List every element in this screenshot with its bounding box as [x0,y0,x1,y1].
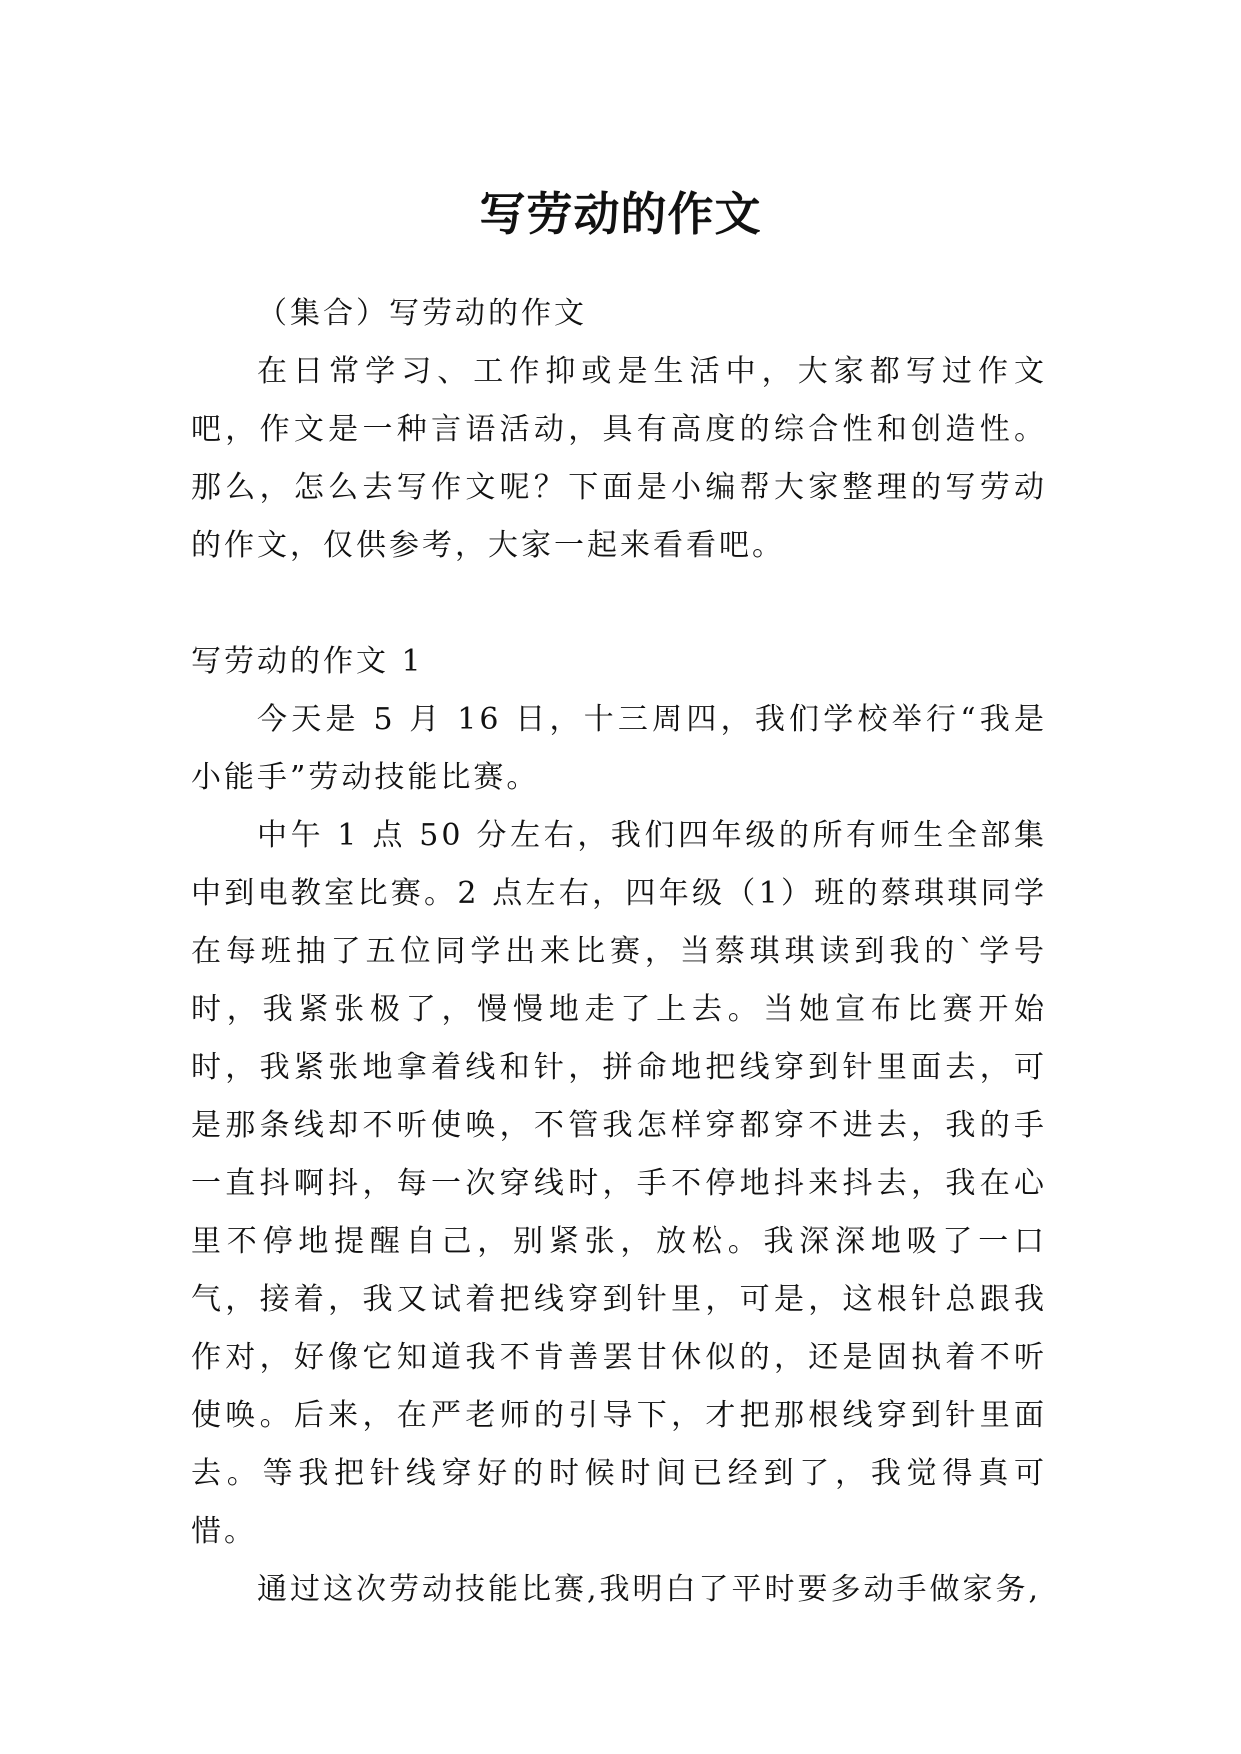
document-body [191,285,1047,1619]
intro-paragraph: 在日常学习、工作抑或是生活中，大家都写过作文吧，作文是一种言语活动，具有高度的综合性和创造性。那么，怎么去写作文呢？下面是小编帮大家整理的写劳动的作文，仅供参考，大家一起来看看吧。 [191,354,1047,563]
paragraph-1: 今天是 5 月 16 日，十三周四，我们学校举行“我是小能手”劳动技能比赛。 [191,702,1047,795]
section-title: 写劳动的作文 1 [191,644,424,679]
section-spacer [191,575,1047,633]
paragraph-3: 通过这次劳动技能比赛,我明白了平时要多动手做家务, [257,1572,1042,1607]
intro-heading: （集合）写劳动的作文 [257,296,587,331]
document-title: 写劳动的作文 [479,186,762,241]
paragraph-2: 中午 1 点 50 分左右，我们四年级的所有师生全部集中到电教室比赛。2 点左右，四年级（1）班的蔡琪琪同学在每班抽了五位同学出来比赛，当蔡琪琪读到我的`学号时，我紧张极了，慢慢地走了上去。当她宣布比赛开始时，我紧张地拿着线和针，拼命地把线穿到针里面去，可是那条线却不听使唤，不管我怎样穿都穿不进去，我的手一直抖啊抖，每一次穿线时，手不停地抖来抖去，我在心里不停地提醒自己，别紧张，放松。我深深地吸了一口气，接着，我又试着把线穿到针里，可是，这根针总跟我作对，好像它知道我不肯善罢甘休似的，还是固执着不听使唤。后来，在严老师的引导下，才把那根线穿到针里面去。等我把针线穿好的时候时间已经到了，我觉得真可惜。 [191,818,1047,1549]
